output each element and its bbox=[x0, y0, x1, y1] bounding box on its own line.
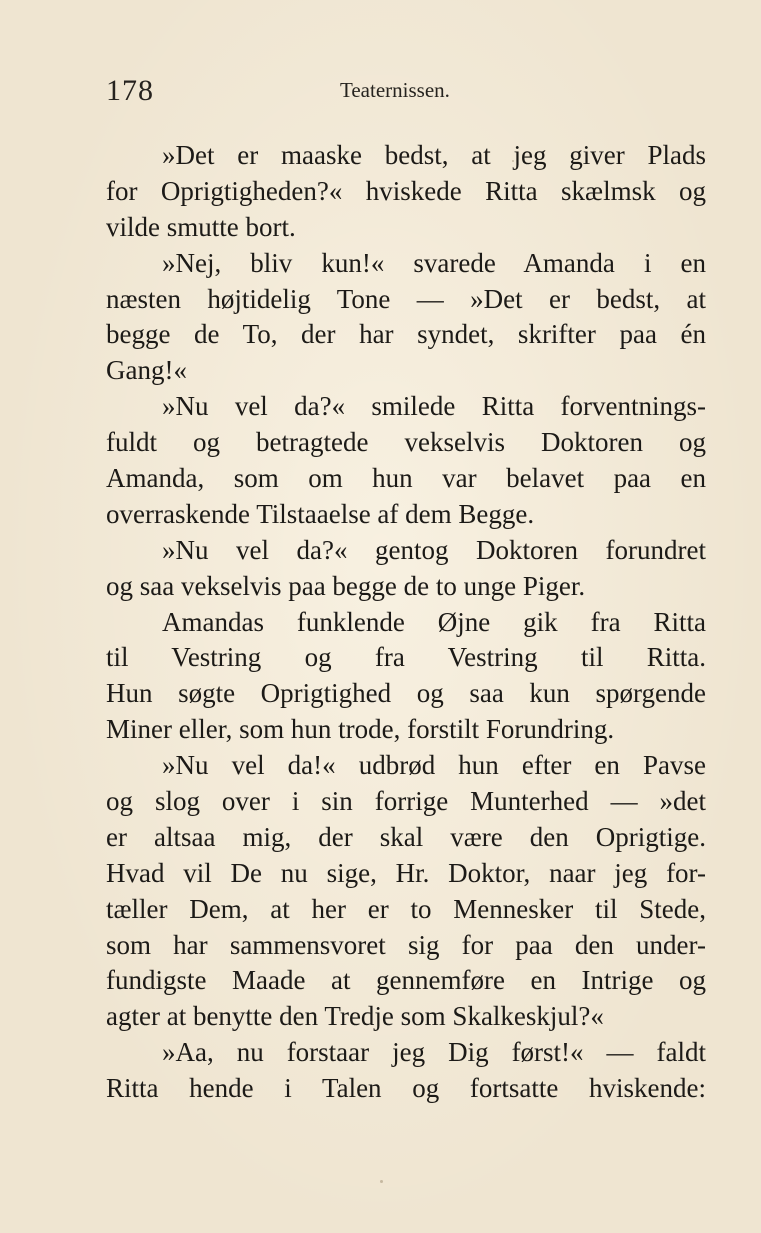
text-line: Amanda, som om hun var belavet paa en bbox=[106, 463, 706, 494]
paper-speck bbox=[512, 160, 514, 162]
text-line: agter at benytte den Tredje som Skalkeskjul?« bbox=[106, 1001, 604, 1032]
text-line: Gang!« bbox=[106, 355, 187, 386]
text-line: næsten højtidelig Tone — »Det er bedst, at bbox=[106, 283, 706, 314]
text-line: Ritta hende i Talen og fortsatte hviskende: bbox=[106, 1073, 706, 1104]
text-line: er altsaa mig, der skal være den Oprigtige. bbox=[106, 821, 706, 852]
paper-speck bbox=[380, 1180, 383, 1183]
text-line: som har sammensvoret sig for paa den under- bbox=[106, 929, 706, 960]
text-line: og slog over i sin forrige Munterhed — »det bbox=[106, 786, 706, 817]
text-line: begge de To, der har syndet, skrifter paa én bbox=[106, 319, 706, 350]
text-line: til Vestring og fra Vestring til Ritta. bbox=[106, 642, 706, 673]
text-line: »Det er maaske bedst, at jeg giver Plads bbox=[162, 140, 706, 170]
body-text bbox=[106, 138, 706, 1107]
text-line: »Nu vel da?« smilede Ritta forventnings- bbox=[162, 391, 706, 422]
text-line: for Oprigtigheden?« hviskede Ritta skælmsk og bbox=[106, 175, 706, 206]
text-line: og saa vekselvis paa begge de to unge Piger. bbox=[106, 570, 586, 601]
text-line: »Aa, nu forstaar jeg Dig først!« — faldt bbox=[162, 1037, 706, 1068]
text-line: fundigste Maade at gennemføre en Intrige og bbox=[106, 965, 706, 996]
text-line: Hvad vil De nu sige, Hr. Doktor, naar jeg for- bbox=[106, 857, 706, 888]
page-number: 178 bbox=[106, 74, 154, 107]
text-line: overraskende Tilstaaelse af dem Begge. bbox=[106, 498, 535, 529]
text-line: tæller Dem, at her er to Mennesker til Stede, bbox=[106, 893, 706, 924]
text-line: Hun søgte Oprigtighed og saa kun spørgende bbox=[106, 678, 706, 709]
text-line: vilde smutte bort. bbox=[106, 211, 296, 242]
text-line: Amandas funklende Øjne gik fra Ritta bbox=[162, 606, 706, 637]
text-line: fuldt og betragtede vekselvis Doktoren og bbox=[106, 427, 706, 458]
running-title: Teaternissen. bbox=[340, 78, 450, 102]
text-line: »Nu vel da?« gentog Doktoren forundret bbox=[162, 534, 706, 565]
text-line: »Nu vel da!« udbrød hun efter en Pavse bbox=[162, 750, 706, 781]
text-line: »Nej, bliv kun!« svarede Amanda i en bbox=[162, 247, 706, 278]
text-line: Miner eller, som hun trode, forstilt Forundring. bbox=[106, 714, 615, 745]
